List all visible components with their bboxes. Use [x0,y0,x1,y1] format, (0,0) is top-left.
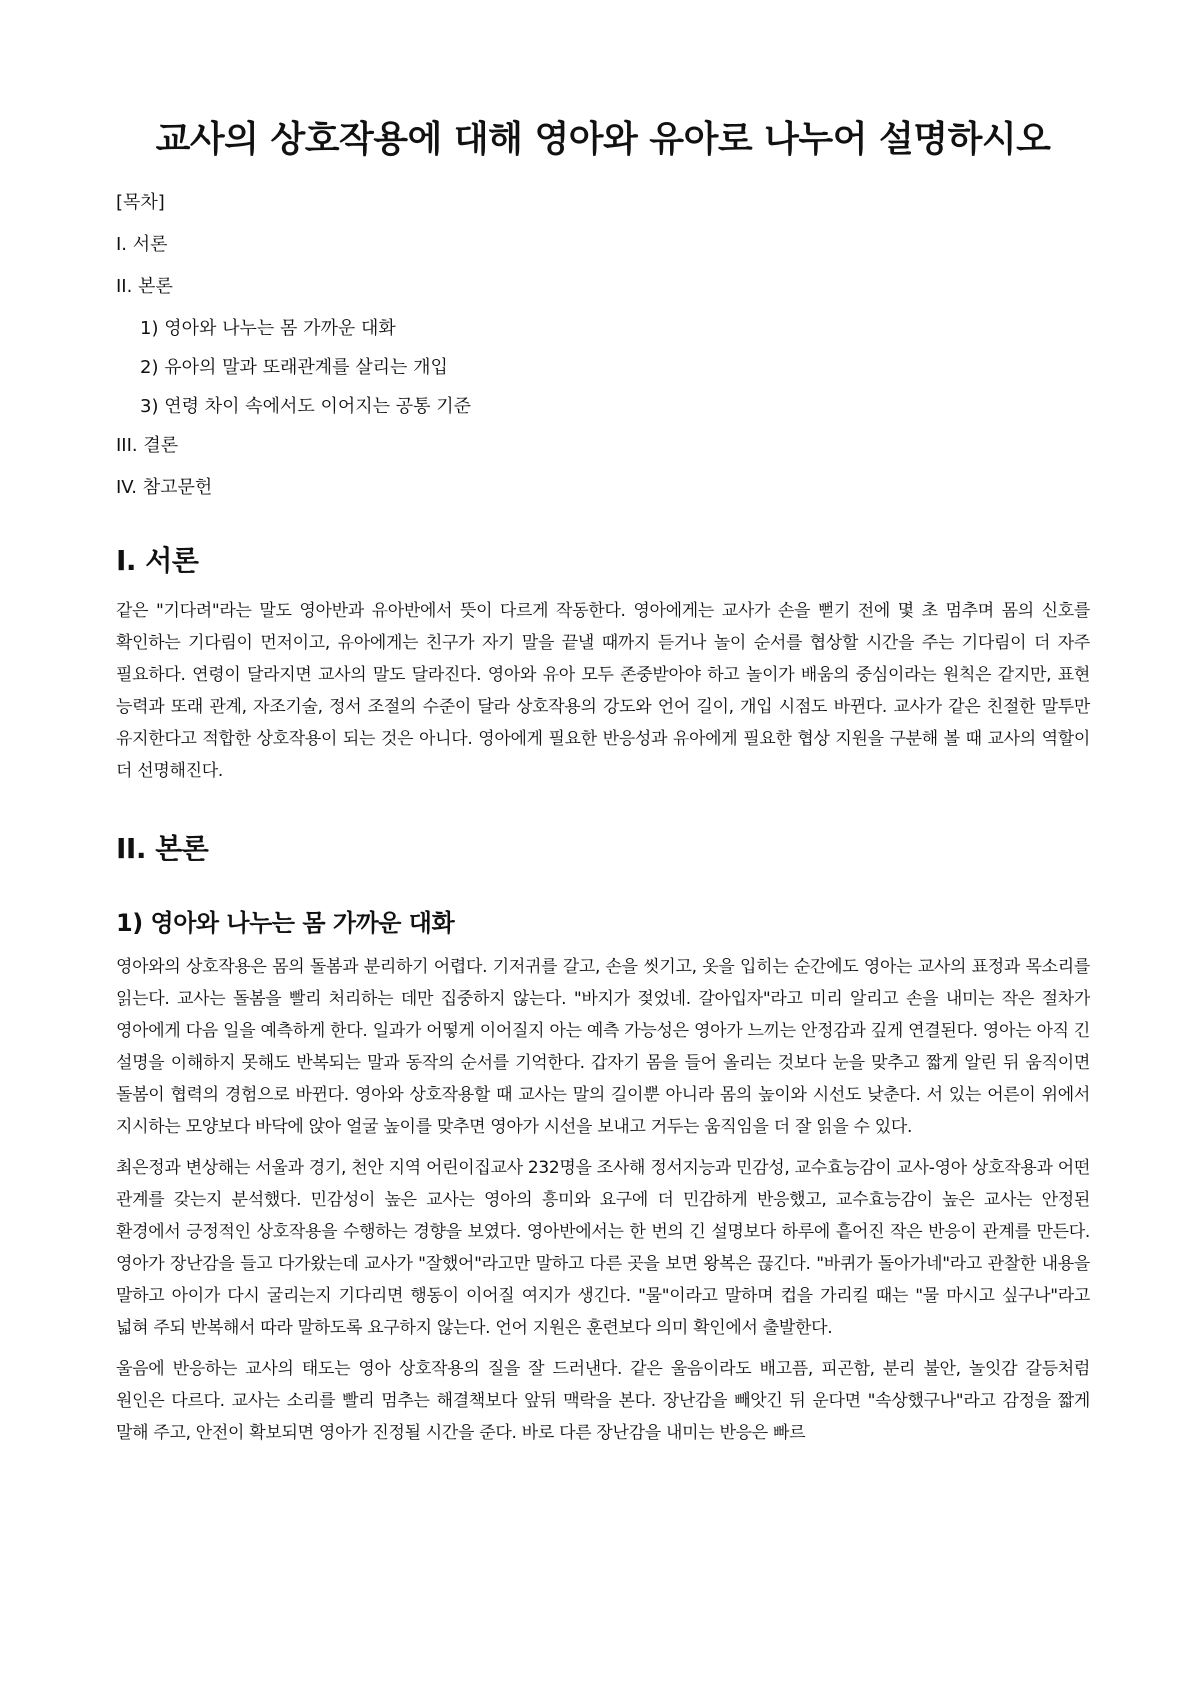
section-heading-intro: I. 서론 [116,544,199,577]
subsection-heading-1: 1) 영아와 나누는 몸 가까운 대화 [116,909,455,937]
toc-subitem: 3) 연령 차이 속에서도 이어지는 공통 기준 [140,396,472,417]
body-paragraph: 울음에 반응하는 교사의 태도는 영아 상호작용의 질을 잘 드러낸다. 같은 울음이라도 배고픔, 피곤함, 분리 불안, 놀잇감 갈등처럼 원인은 다르다. 교사는 소리를 빨리 멈추는 해결책보다 앞뒤 맥락을 본다. 장난감을 빼앗긴 뒤 운다면 "속상했구나"라고 감정을 짧게 말해 주고, 안전이 확보되면 영아가 진정될 시간을 준다. 바로 다른 장난감을 내미는 반응은 빠르 [116,1359,1090,1443]
document-title: 교사의 상호작용에 대해 영아와 유아로 나누어 설명하시오 [155,119,1051,160]
body-paragraph: 영아와의 상호작용은 몸의 돌봄과 분리하기 어렵다. 기저귀를 갈고, 손을 씻기고, 옷을 입히는 순간에도 영아는 교사의 표정과 목소리를 읽는다. 교사는 돌봄을 빨리 처리하는 데만 집중하지 않는다. "바지가 젖었네. 갈아입자"라고 미리 알리고 손을 내미는 작은 절차가 영아에게 다음 일을 예측하게 한다. 일과가 어떻게 이어질지 아는 예측 가능성은 영아가 느끼는 안정감과 깊게 연결된다. 영아는 아직 긴 설명을 이해하지 못해도 반복되는 말과 동작의 순서를 기억한다. 갑자기 몸을 들어 올리는 것보다 눈을 맞추고 짧게 알린 뒤 움직이면 돌봄이 협력의 경험으로 바뀐다. 영아와 상호작용할 때 교사는 말의 길이뿐 아니라 몸의 높이와 시선도 낮춘다. 서 있는 어른이 위에서 지시하는 모양보다 바닥에 앉아 얼굴 높이를 맞추면 영아가 시선을 보내고 거두는 움직임을 더 잘 읽을 수 있다. [116,957,1091,1137]
toc-subitem: 1) 영아와 나누는 몸 가까운 대화 [140,318,396,339]
toc-subitem: 2) 유아의 말과 또래관계를 살리는 개입 [140,357,448,378]
intro-paragraph: 같은 "기다려"라는 말도 영아반과 유아반에서 뜻이 다르게 작동한다. 영아에게는 교사가 손을 뻗기 전에 몇 초 멈추며 몸의 신호를 확인하는 기다림이 먼저이고, 유아에게는 친구가 자기 말을 끝낼 때까지 듣거나 놀이 순서를 협상할 시간을 주는 기다림이 더 자주 필요하다. 연령이 달라지면 교사의 말도 달라진다. 영아와 유아 모두 존중받아야 하고 놀이가 배움의 중심이라는 원칙은 같지만, 표현 능력과 또래 관계, 자조기술, 정서 조절의 수준이 달라 상호작용의 강도와 언어 길이, 개입 시점도 바뀐다. 교사가 같은 친절한 말투만 유지한다고 적합한 상호작용이 되는 것은 아니다. 영아에게 필요한 반응성과 유아에게 필요한 협상 지원을 구분해 볼 때 교사의 역할이 더 선명해진다. [116,601,1090,781]
body-paragraph: 최은정과 변상해는 서울과 경기, 천안 지역 어린이집교사 232명을 조사해 정서지능과 민감성, 교수효능감이 교사-영아 상호작용과 어떤 관계를 갖는지 분석했다. 민감성이 높은 교사는 영아의 흥미와 요구에 더 민감하게 반응했고, 교수효능감이 높은 교사는 안정된 환경에서 긍정적인 상호작용을 수행하는 경향을 보였다. 영아반에서는 한 번의 긴 설명보다 하루에 흩어진 작은 반응이 관계를 만든다. 영아가 장난감을 들고 다가왔는데 교사가 "잘했어"라고만 말하고 다른 곳을 보면 왕복은 끊긴다. "바퀴가 돌아가네"라고 관찰한 내용을 말하고 아이가 다시 굴리는지 기다리면 행동이 이어질 여지가 생긴다. "물"이라고 말하며 컵을 가리킬 때는 "물 마시고 싶구나"라고 넓혀 주되 반복해서 따라 말하도록 요구하지 않는다. 언어 지원은 훈련보다 의미 확인에서 출발한다. [116,1158,1090,1338]
toc-heading: [목차] [116,192,165,213]
table-of-contents [116,192,1090,499]
toc-item: IV. 참고문헌 [116,477,213,498]
toc-item: III. 결론 [116,435,179,456]
toc-item: II. 본론 [116,276,173,297]
section-heading-body: II. 본론 [116,832,209,865]
toc-item: I. 서론 [116,234,168,255]
